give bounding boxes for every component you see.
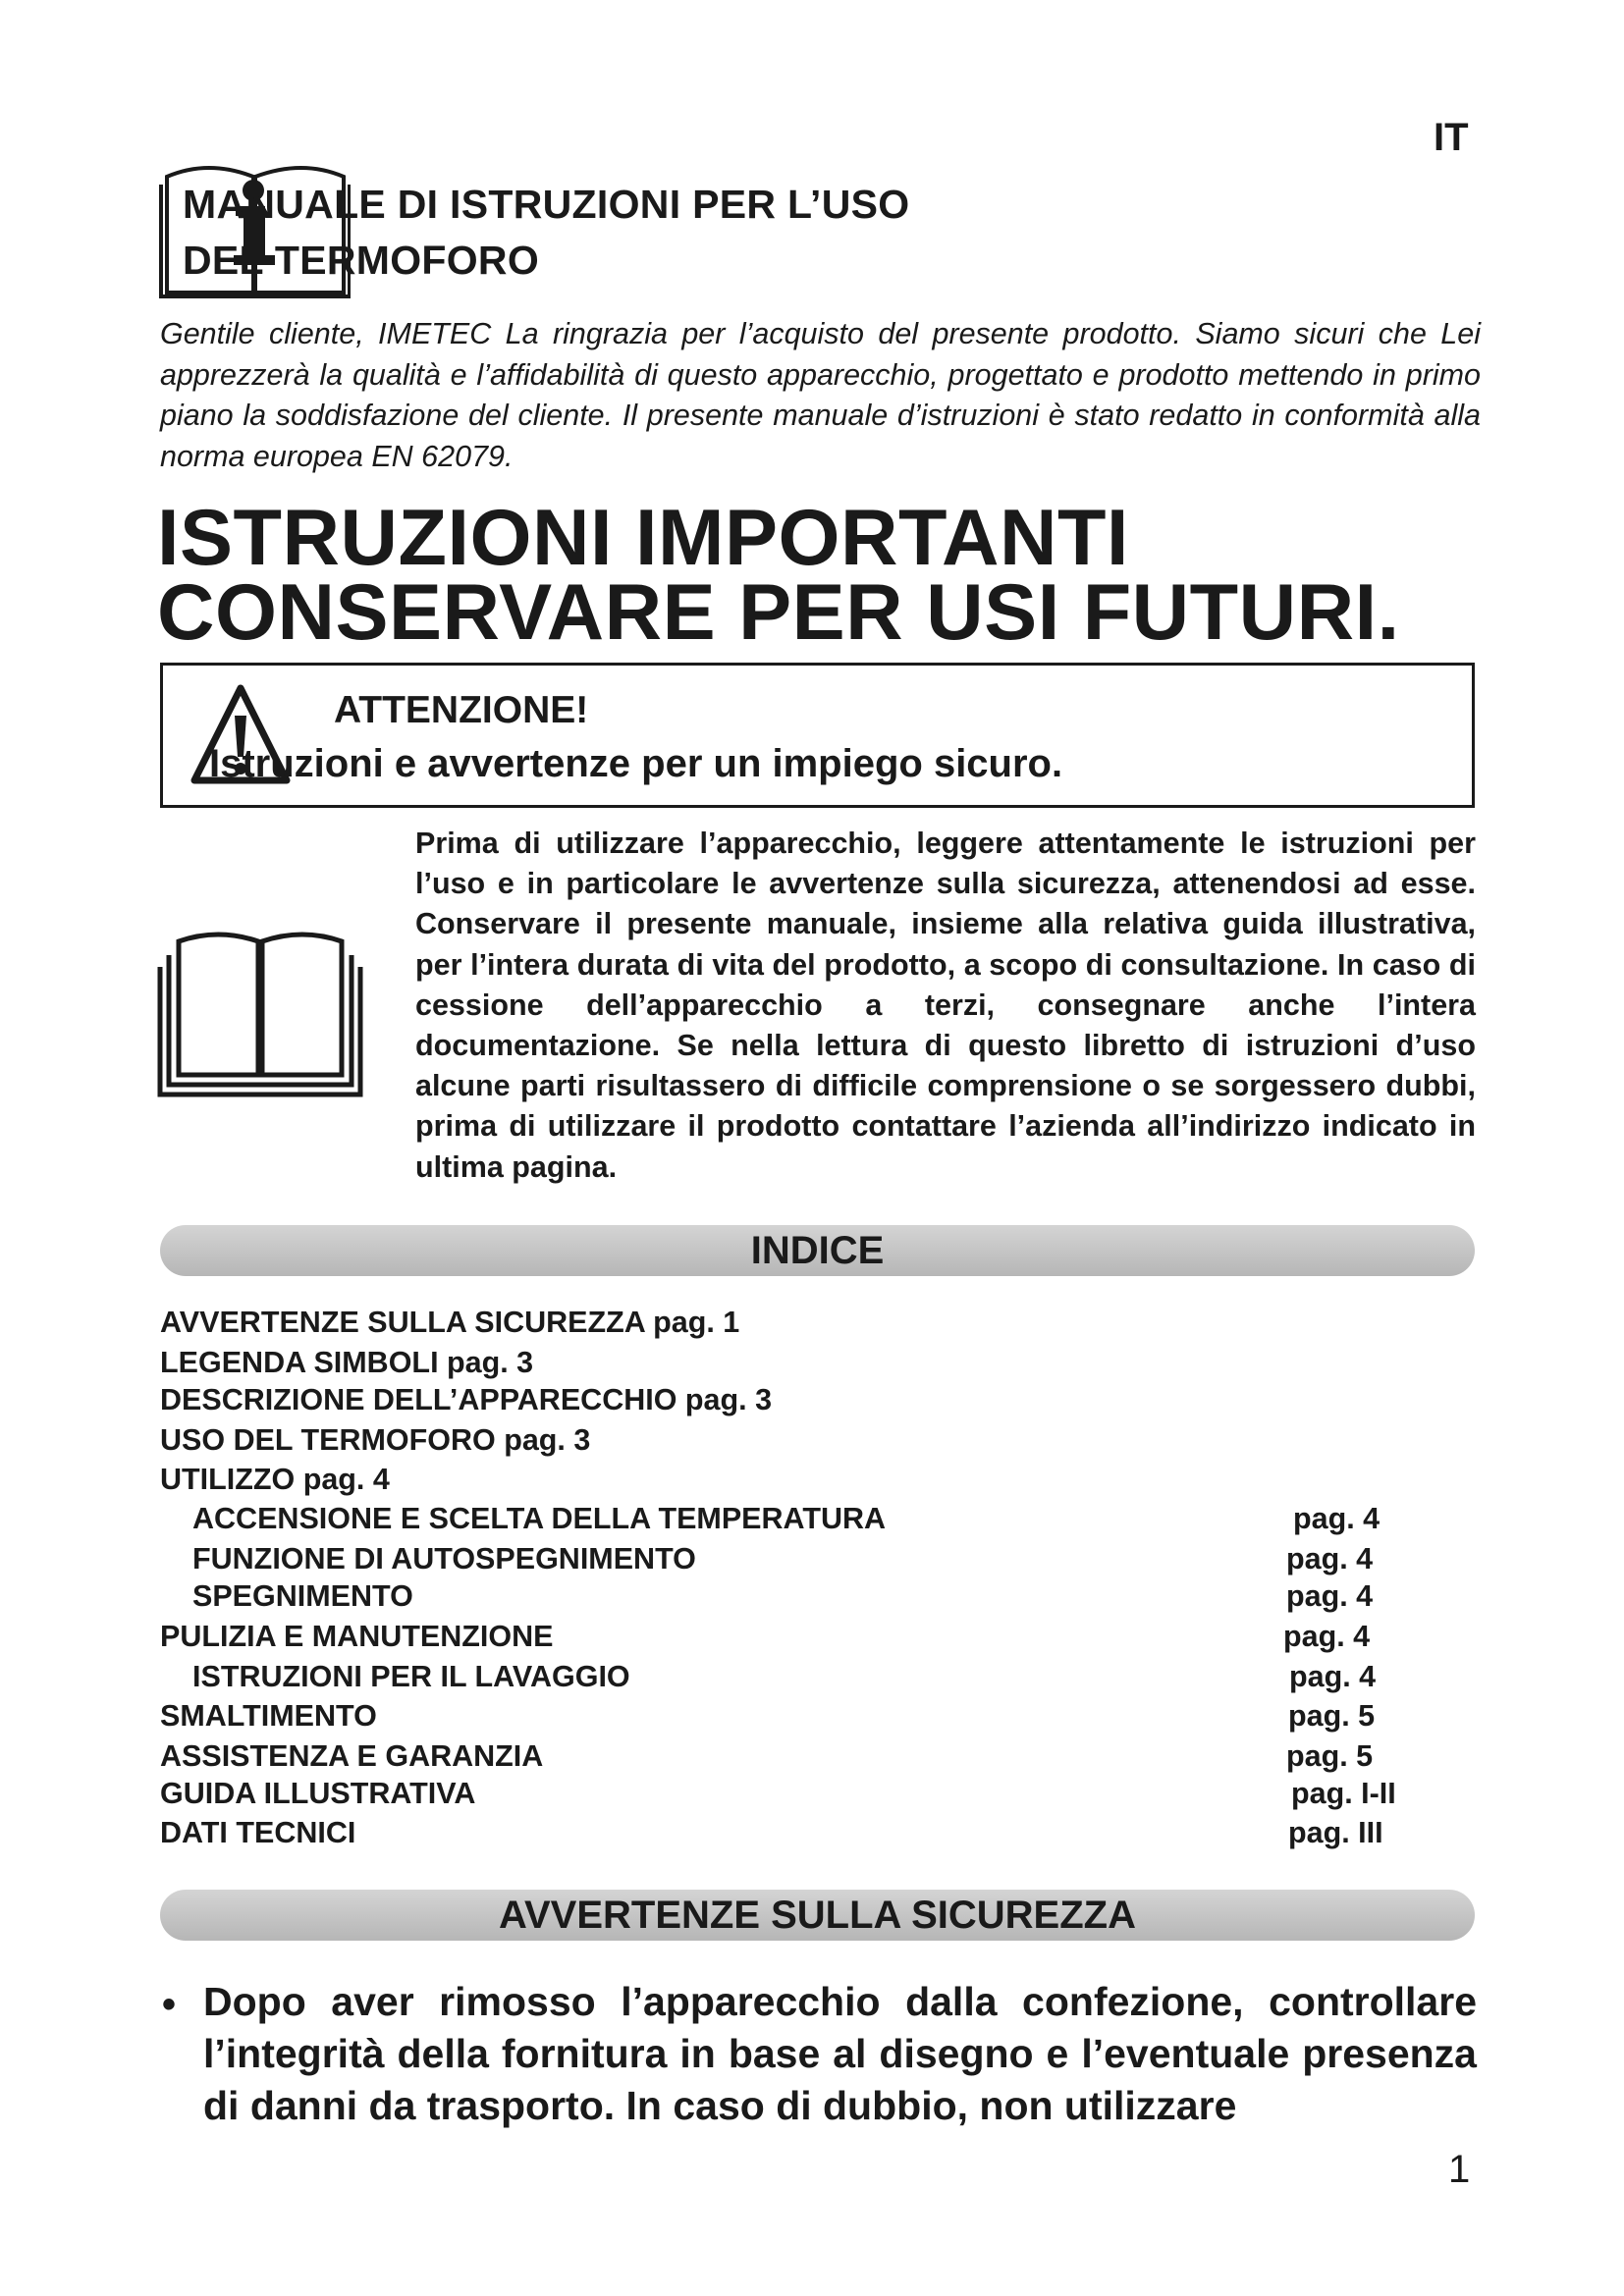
toc-entry-assistenza: ASSISTENZA E GARANZIA [160,1739,544,1773]
safety-bullet-text: Dopo aver rimosso l’apparecchio dalla confezione, controllare l’integrità della fornitura in base al disegno e l’eventuale presenza di danni da trasporto. In caso di dubbio, non utilizzare [203,1979,1477,2128]
toc-entry-guida: GUIDA ILLUSTRATIVA [160,1777,476,1810]
toc-page: pag. 4 [1289,1660,1377,1693]
bullet-marker: • [162,1983,177,2026]
toc-entry-utilizzo: UTILIZZO pag. 4 [160,1463,390,1496]
headline-line1: ISTRUZIONI IMPORTANTI [157,494,1129,582]
manual-title-line2: DEL TERMOFORO [183,238,540,283]
manual-title-line1: MANUALE DI ISTRUZIONI PER L’USO [183,182,910,227]
toc-page: pag. 4 [1286,1542,1374,1575]
toc-entry-spegnimento: SPEGNIMENTO [192,1579,413,1613]
intro-paragraph: Gentile cliente, IMETEC La ringrazia per l’acquisto del presente prodotto. Siamo sicuri che Lei apprezzerà la qualità e l’affidabilità di questo apparecchio, progettato e prodotto mettendo in primo piano la soddisfazione del cliente. Il presente manuale d’istruzioni è stato redatto in conformità alla norma europea EN 62079. [160,317,1481,473]
headline-line2: CONSERVARE PER USI FUTURI. [157,568,1400,657]
toc-entry-descrizione: DESCRIZIONE DELL’APPARECCHIO pag. 3 [160,1383,773,1416]
safety-title: AVVERTENZE SULLA SICUREZZA [499,1894,1136,1937]
toc-entry-pulizia: PULIZIA E MANUTENZIONE [160,1620,554,1653]
toc-page: pag. I-II [1291,1777,1396,1810]
index-title: INDICE [750,1229,885,1272]
toc-entry-lavaggio: ISTRUZIONI PER IL LAVAGGIO [192,1660,630,1693]
toc-page: pag. 4 [1293,1502,1380,1535]
toc-page: pag. 4 [1283,1620,1371,1653]
toc-page: pag. III [1288,1816,1383,1849]
read-manual-book-icon [157,928,363,1099]
toc-entry-accensione: ACCENSIONE E SCELTA DELLA TEMPERATURA [192,1502,887,1535]
attention-subtitle: Istruzioni e avvertenze per un impiego sicuro. [209,742,1063,785]
toc-page: pag. 5 [1286,1739,1374,1773]
toc-entry-avvertenze: AVVERTENZE SULLA SICUREZZA pag. 1 [160,1306,740,1339]
language-code: IT [1434,116,1469,159]
toc-entry-autospegnimento: FUNZIONE DI AUTOSPEGNIMENTO [192,1542,696,1575]
toc-entry-smaltimento: SMALTIMENTO [160,1699,377,1733]
page-number: 1 [1448,2148,1471,2191]
attention-title: ATTENZIONE! [334,689,589,731]
toc-page: pag. 4 [1286,1579,1374,1613]
toc-entry-legenda: LEGENDA SIMBOLI pag. 3 [160,1346,534,1379]
toc-page: pag. 5 [1288,1699,1376,1733]
manual-title [183,177,910,289]
important-headline [157,494,1400,657]
toc-entry-uso: USO DEL TERMOFORO pag. 3 [160,1423,591,1457]
usage-instructions-paragraph: Prima di utilizzare l’apparecchio, leggere attentamente le istruzioni per l’uso e in particolare le avvertenze sulla sicurezza, attenendosi ad esse. Conservare il presente manuale, insieme alla relativa guida illustrativa, per l’intera durata di vita del prodotto, a scopo di consultazione. In caso di cessione dell’apparecchio a terzi, consegnare anche l’intera documentazione. Se nella lettura di questo libretto di istruzioni d’uso alcune parti risultassero di difficile comprensione o se sorgessero dubbi, prima di utilizzare il prodotto contattare l’azienda all’indirizzo indicato in ultima pagina. [415,827,1476,1184]
toc-entry-dati-tecnici: DATI TECNICI [160,1816,356,1849]
